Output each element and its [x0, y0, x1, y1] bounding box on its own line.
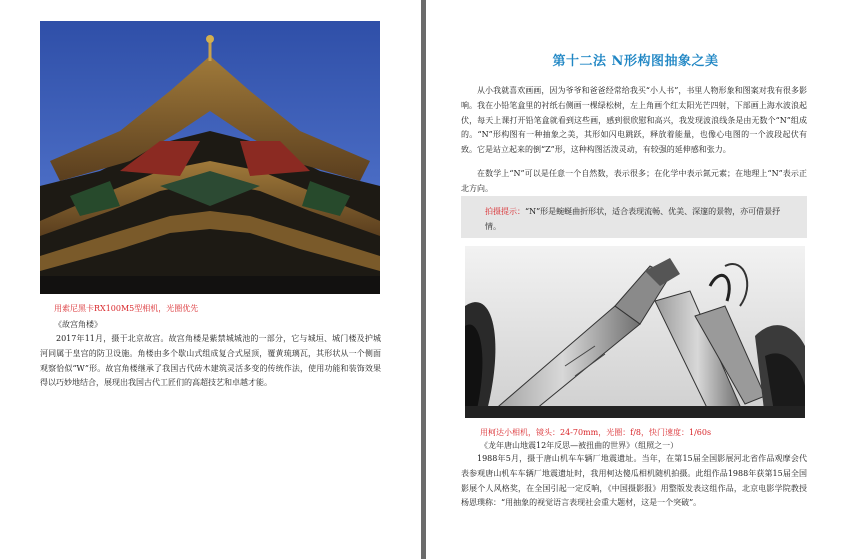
tip-text: “N”形是蜿蜒曲折形状，适合表现流畅、优美、深邃的景物，亦可借景抒情。	[485, 207, 781, 231]
tip-label: 拍摄提示：	[485, 207, 525, 216]
shooting-tip-box	[461, 196, 807, 238]
right-photo-caption: 用柯达小相机，镜头：24-70mm，光圈：f/8，快门速度：1/60s	[480, 428, 712, 437]
right-photo-title: 《龙年唐山地震12年反思—被扭曲的世界》（组照之一）	[480, 441, 679, 450]
forbidden-city-corner-tower-photo	[40, 21, 380, 294]
left-photo-caption: 用索尼黑卡RX100M5型相机，光圈优先	[54, 304, 199, 313]
tangshan-earthquake-ruins-photo	[465, 246, 805, 418]
left-body-text: 2017年11月，摄于北京故宫。故宫角楼是紫禁城城池的一部分，它与城垣、城门楼及护城河同属于皇宫的防卫设施。角楼由多个歇山式组成复合式屋顶，覆黄琉璃瓦，其形状从一个侧面观察恰似“W”形。故宫角楼继承了我国古代砖木建筑灵活多变的传统作法，使用功能和装饰效果得以巧妙地结合，展现出我国古代工匠们的高超技艺和卓越才能。	[40, 334, 381, 388]
page-title: 第十二法 N形构图抽象之美	[552, 54, 719, 69]
right-paragraph-2: 在数学上“N”可以是任意一个自然数，表示很多；在化学中表示氮元素；在地理上“N”表示正北方向。	[461, 169, 807, 193]
left-photo-title: 《故宫角楼》	[54, 320, 102, 329]
right-body-text: 1988年5月，摄于唐山机车车辆厂地震遗址。当年，在第15届全国影展河北省作品观摩会代表参观唐山机车车辆厂地震遗址时，我用柯达傻瓜相机随机拍摄。此组作品1988年获第15届全国影展个人风格奖，在全国引起一定反响，《中国摄影报》用整版发表这组作品，北京电影学院教授杨恩璞称：“用抽象的视觉语言表现社会重大题材，这是一个突破”。	[461, 454, 807, 508]
right-paragraph-1: 从小我就喜欢画画，因为爷爷和爸爸经常给我买“小人书”，书里人物形象和图案对我有很多影响。我在小铅笔盒里的衬纸右侧画一棵绿松树，左上角画个红太阳光芒四射，下部画上海水波浪起伏，每天上课打开铅笔盒就看到这些画，感到很欣慰和高兴，我发现波浪线条是由无数个“N”组成的。“N”形构图有一种抽象之美，其形如闪电跳跃，释放着能量，也像心电图的一个波段起伏有致。它是站立起来的倒“Z”形，这种构图活泼灵动，有较强的延伸感和张力。	[461, 86, 807, 155]
